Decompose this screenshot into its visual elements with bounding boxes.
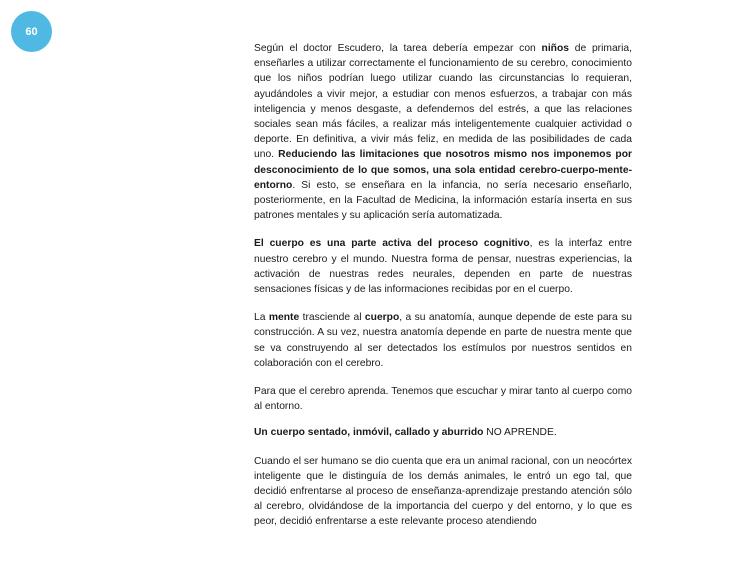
text: , a su anatomía, aunque depende de este para su construcción. A su vez, nuestra anatomía depende en parte de nuestra mente que se va construyendo al ser detectados los estímulos por nuestros sentidos en colaboración con el cerebro. <box>254 312 632 369</box>
text: , es la interfaz entre nuestro cerebro y el mundo. Nuestra forma de pensar, nuestras experiencias, la activación de nuestras redes neurales, dependen en parte de nuestras sensaciones físicas y de las informaciones recibidas por en el cuerpo. <box>254 238 632 296</box>
paragraph-3 <box>254 310 632 371</box>
emphasis: El cuerpo es una parte activa del proceso cognitivo <box>254 238 530 250</box>
document-body <box>254 41 632 543</box>
paragraph-6: Cuando el ser humano se dio cuenta que era un animal racional, con un neocórtex inteligente que le distinguía de los demás animales, le entró un ego tal, que decidió enfrentarse al proceso de enseñanza-aprendizaje prestando atención sólo al cerebro, olvidándose de la importancia del cuerpo y del entorno, y lo que es peor, decidió enfrentarse a este relevante proceso atendiendo <box>254 455 632 528</box>
text: de primaria, enseñarles a utilizar correctamente el funcionamiento de su cerebro, conocimiento que los niños podrían luego utilizar cuando las circunstancias lo requieran, ayudándoles a vivir mejor, a estudiar con menos esfuerzos, a trabajar con más inteligencia y menos desgaste, a defendernos del estrés, a que las relaciones sociales sean más fáciles, a realizar más inteligentemente cualquier actividad o deporte. En definitiva, a vivir más feliz, en medida de las posibilidades de cada uno. <box>254 43 632 161</box>
emphasis: Un cuerpo sentado, inmóvil, callado y aburrido <box>254 427 484 439</box>
text: . Si esto, se enseñara en la infancia, no sería necesario enseñarlo, posteriormente, en la Facultad de Medicina, la información estaría inserta en sus patrones mentales y su aplicación sería automatizada. <box>254 179 632 222</box>
emphasis: niños <box>541 43 569 54</box>
text: Según el doctor Escudero, la tarea debería empezar con <box>254 43 542 54</box>
page-number-badge: 60 <box>11 11 52 52</box>
emphasis: Reduciendo las limitaciones que nosotros mismo nos imponemos por desconocimiento de lo que somos, una sola entidad cerebro-cuerpo-mente-entorno <box>254 149 632 191</box>
emphasis: cuerpo <box>364 312 400 324</box>
paragraph-5 <box>254 425 632 440</box>
paragraph-1 <box>254 41 632 223</box>
text: trasciende al <box>299 312 365 324</box>
emphasis: mente <box>268 312 300 324</box>
text: La <box>254 312 269 324</box>
paragraph-4: Para que el cerebro aprenda. Tenemos que escuchar y mirar tanto al cuerpo como al entorno. <box>254 386 632 413</box>
paragraph-2 <box>254 236 632 297</box>
text: NO APRENDE. <box>483 427 557 439</box>
